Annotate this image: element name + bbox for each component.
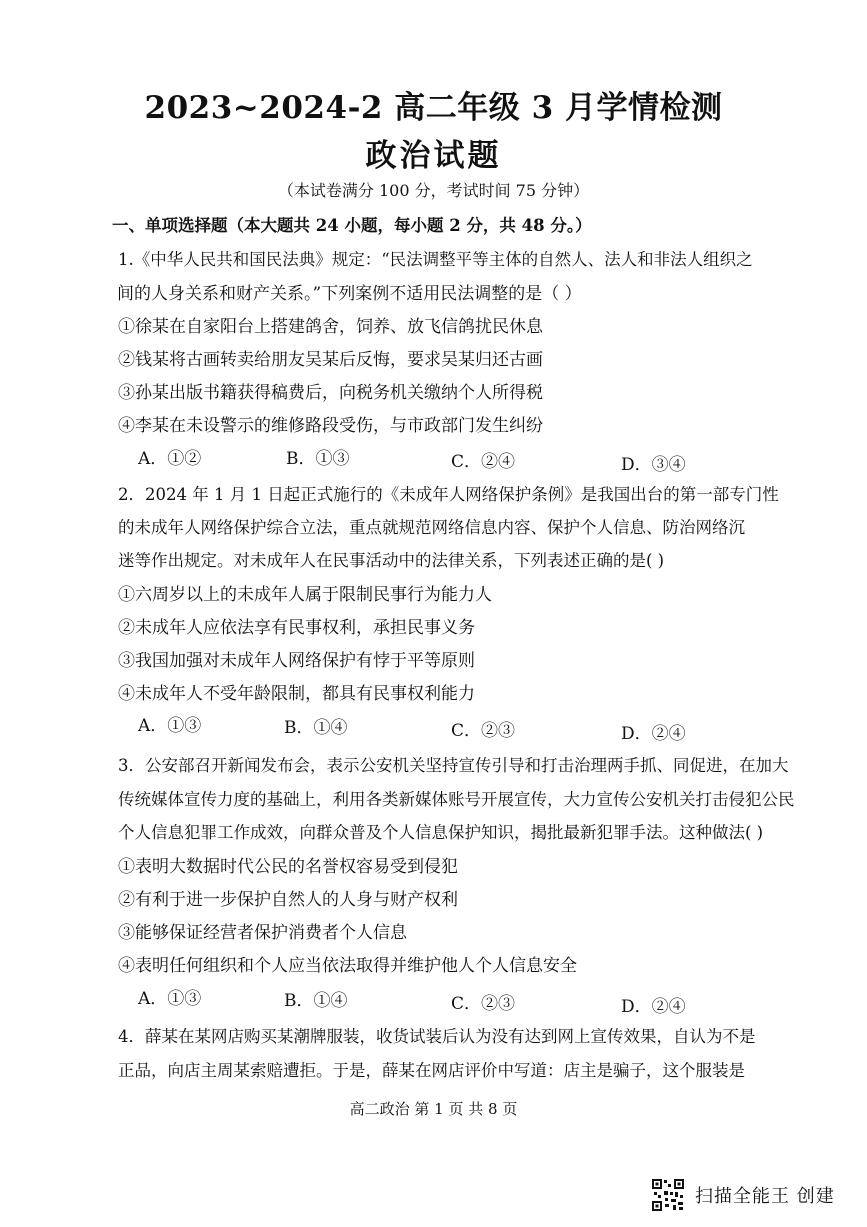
exam-subtitle: 政治试题 [365, 138, 502, 174]
question-item: ①六周岁以上的未成年人属于限制民事行为能力人 [118, 585, 492, 605]
question-item: ④李某在未设警示的维修路段受伤，与市政部门发生纠纷 [118, 416, 543, 436]
option-a: A．①③ [138, 716, 202, 736]
question-text: 正品，向店主周某索赔遭拒。于是，薛某在网店评价中写道：店主是骗子，这个服装是 [118, 1061, 745, 1080]
question-text: 迷等作出规定。对未成年人在民事活动中的法律关系，下列表述正确的是( ) [118, 551, 665, 570]
exam-title: 2023~2024-2 高二年级 3 月学情检测 [144, 90, 723, 126]
question-item: ③我国加强对未成年人网络保护有悖于平等原则 [118, 651, 475, 671]
question-text: 3．公安部召开新闻发布会，表示公安机关坚持宣传引导和打击治理两手抓、同促进，在加大 [118, 756, 789, 775]
section-heading: 一、单项选择题（本大题共 24 小题，每小题 2 分，共 48 分。） [112, 216, 592, 235]
question-item: ②未成年人应依法享有民事权利，承担民事义务 [118, 618, 475, 638]
option-c: C．②③ [451, 721, 516, 741]
question-text: 间的人身关系和财产关系。”下列案例不适用民法调整的是（ ） [117, 284, 582, 304]
question-item: ④未成年人不受年龄限制，都具有民事权利能力 [118, 684, 475, 704]
option-b: B．①③ [286, 449, 350, 469]
option-d: D．②④ [621, 997, 686, 1017]
question-item: ①徐某在自家阳台上搭建鸽舍，饲养、放飞信鸽扰民休息 [118, 317, 543, 337]
qr-code-icon [651, 1178, 685, 1212]
question-item: ②有利于进一步保护自然人的人身与财产权利 [118, 890, 458, 910]
watermark-text: 扫描全能王 创建 [695, 1186, 835, 1207]
option-d: D．③④ [621, 455, 686, 475]
option-b: B．①④ [284, 718, 348, 738]
question-item: ④表明任何组织和个人应当依法取得并维护他人个人信息安全 [118, 956, 577, 976]
option-a: A．①③ [138, 989, 202, 1009]
question-text: 个人信息犯罪工作成效，向群众普及个人信息保护知识，揭批最新犯罪手法。这种做法( ) [118, 823, 764, 842]
question-item: ③能够保证经营者保护消费者个人信息 [118, 923, 407, 943]
option-c: C．②④ [451, 452, 516, 472]
question-text: 传统媒体宣传力度的基础上，利用各类新媒体账号开展宣传，大力宣传公安机关打击侵犯公民 [118, 790, 795, 809]
question-item: ③孙某出版书籍获得稿费后，向税务机关缴纳个人所得税 [118, 383, 543, 403]
exam-note: （本试卷满分 100 分，考试时间 75 分钟） [277, 181, 590, 200]
option-b: B．①④ [284, 991, 348, 1011]
page-footer: 高二政治 第 1 页 共 8 页 [349, 1100, 518, 1118]
question-text: 的未成年人网络保护综合立法，重点就规范网络信息内容、保护个人信息、防治网络沉 [118, 518, 745, 537]
scanner-watermark [651, 1178, 835, 1212]
option-a: A．①② [138, 449, 202, 469]
question-text: 2．2024 年 1 月 1 日起正式施行的《未成年人网络保护条例》是我国出台的第一部专门性 [118, 485, 779, 504]
question-text: 1.《中华人民共和国民法典》规定：“民法调整平等主体的自然人、法人和非法人组织之 [118, 250, 753, 269]
option-d: D．②④ [621, 724, 686, 744]
question-item: ①表明大数据时代公民的名誉权容易受到侵犯 [118, 857, 458, 877]
option-c: C．②③ [451, 994, 516, 1014]
question-text: 4．薛某在某网店购买某潮牌服装，收货试装后认为没有达到网上宣传效果，自认为不是 [118, 1027, 756, 1046]
question-item: ②钱某将古画转卖给朋友吴某后反悔，要求吴某归还古画 [118, 350, 543, 370]
